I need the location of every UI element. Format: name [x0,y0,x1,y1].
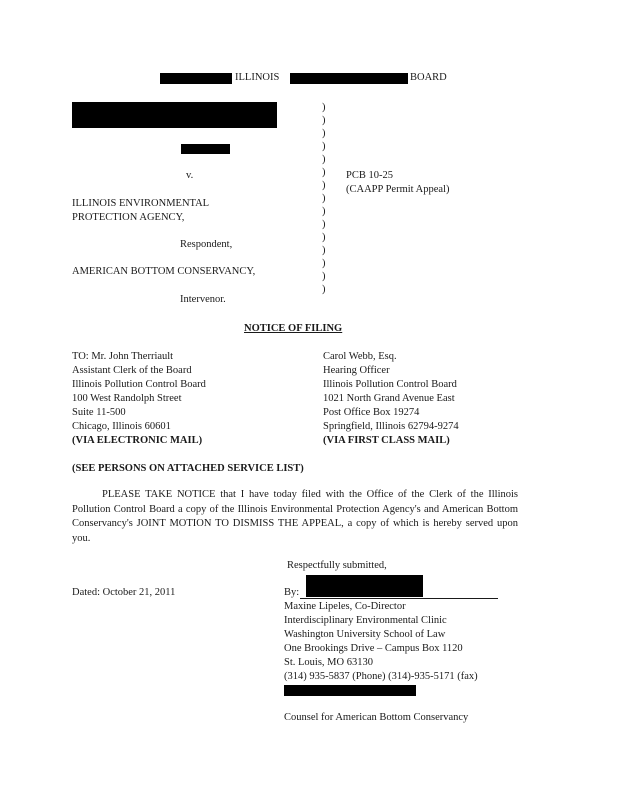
notice-body: PLEASE TAKE NOTICE that I have today filed with the Office of the Clerk of the Illinois Pollution Control Board a copy of the Illinois Environmental Protection Agency's and American Bottom Conservancy's JOINT MOTION TO DISMISS THE APPEAL, a copy of which is hereby served upon you. [72,489,518,544]
counsel-for: Counsel for American Bottom Conservancy [284,712,469,723]
redaction-bar [160,73,232,84]
dated: Dated: October 21, 2011 [72,587,176,598]
address-line: Springfield, Illinois 62794-9274 [323,421,459,432]
attorney-line: St. Louis, MO 63130 [284,657,373,668]
address-line: 1021 North Grand Avenue East [323,393,455,404]
address-line: Hearing Officer [323,365,390,376]
delivery-method: (VIA FIRST CLASS MAIL) [323,435,450,446]
address-line: Chicago, Illinois 60601 [72,421,171,432]
redaction-bar [284,685,416,696]
paren: ) [322,167,326,178]
paren: ) [322,115,326,126]
paren: ) [322,284,326,295]
case-number: PCB 10-25 [346,170,393,181]
paren: ) [322,128,326,139]
paren: ) [322,180,326,191]
signature-line [300,598,498,599]
attorney-line: Washington University School of Law [284,629,446,640]
paren: ) [322,219,326,230]
respectfully-submitted: Respectfully submitted, [287,560,387,571]
address-line: TO: Mr. John Therriault [72,351,174,362]
caption-intervenor: Intervenor. [180,294,226,305]
notice-title: NOTICE OF FILING [244,323,343,334]
attorney-line: (314) 935-5837 (Phone) (314)-935-5171 (fax) [284,671,478,682]
paren: ) [322,206,326,217]
addressee-right [323,350,459,448]
paren: ) [322,154,326,165]
attorney-line: Interdisciplinary Environmental Clinic [284,615,447,626]
address-line: Carol Webb, Esq. [323,351,397,362]
address-line: Assistant Clerk of the Board [72,365,192,376]
caption-agency-line2: PROTECTION AGENCY, [72,212,185,223]
header-illinois: ILLINOIS [235,72,280,83]
address-line: Post Office Box 19274 [323,407,420,418]
signature-redaction [306,575,423,597]
address-line: Suite 11-500 [72,407,126,418]
paren: ) [322,141,326,152]
paren: ) [322,102,326,113]
caption-respondent: Respondent, [180,239,233,250]
by-label: By: [284,587,300,598]
redaction-bar [290,73,408,84]
case-type: (CAAPP Permit Appeal) [346,184,450,195]
caption-agency-line1: ILLINOIS ENVIRONMENTAL [72,198,210,209]
address-line: Illinois Pollution Control Board [72,379,206,390]
attorney-line: One Brookings Drive – Campus Box 1120 [284,643,463,654]
caption-conservancy: AMERICAN BOTTOM CONSERVANCY, [72,266,256,277]
paren: ) [322,245,326,256]
delivery-method: (VIA ELECTRONIC MAIL) [72,435,203,446]
paren: ) [322,271,326,282]
attorney-line: Maxine Lipeles, Co-Director [284,601,406,612]
paren: ) [322,258,326,269]
caption-v: v. [186,170,194,181]
address-line: Illinois Pollution Control Board [323,379,457,390]
addressee-left [72,350,206,448]
redaction-bar [72,102,277,128]
header-board: BOARD [410,72,447,83]
paren: ) [322,232,326,243]
address-line: 100 West Randolph Street [72,393,182,404]
paren: ) [322,193,326,204]
redaction-bar [181,144,230,154]
attorney-info [284,600,478,684]
caption-paren-column [322,101,330,296]
service-list-note: (SEE PERSONS ON ATTACHED SERVICE LIST) [72,463,304,474]
